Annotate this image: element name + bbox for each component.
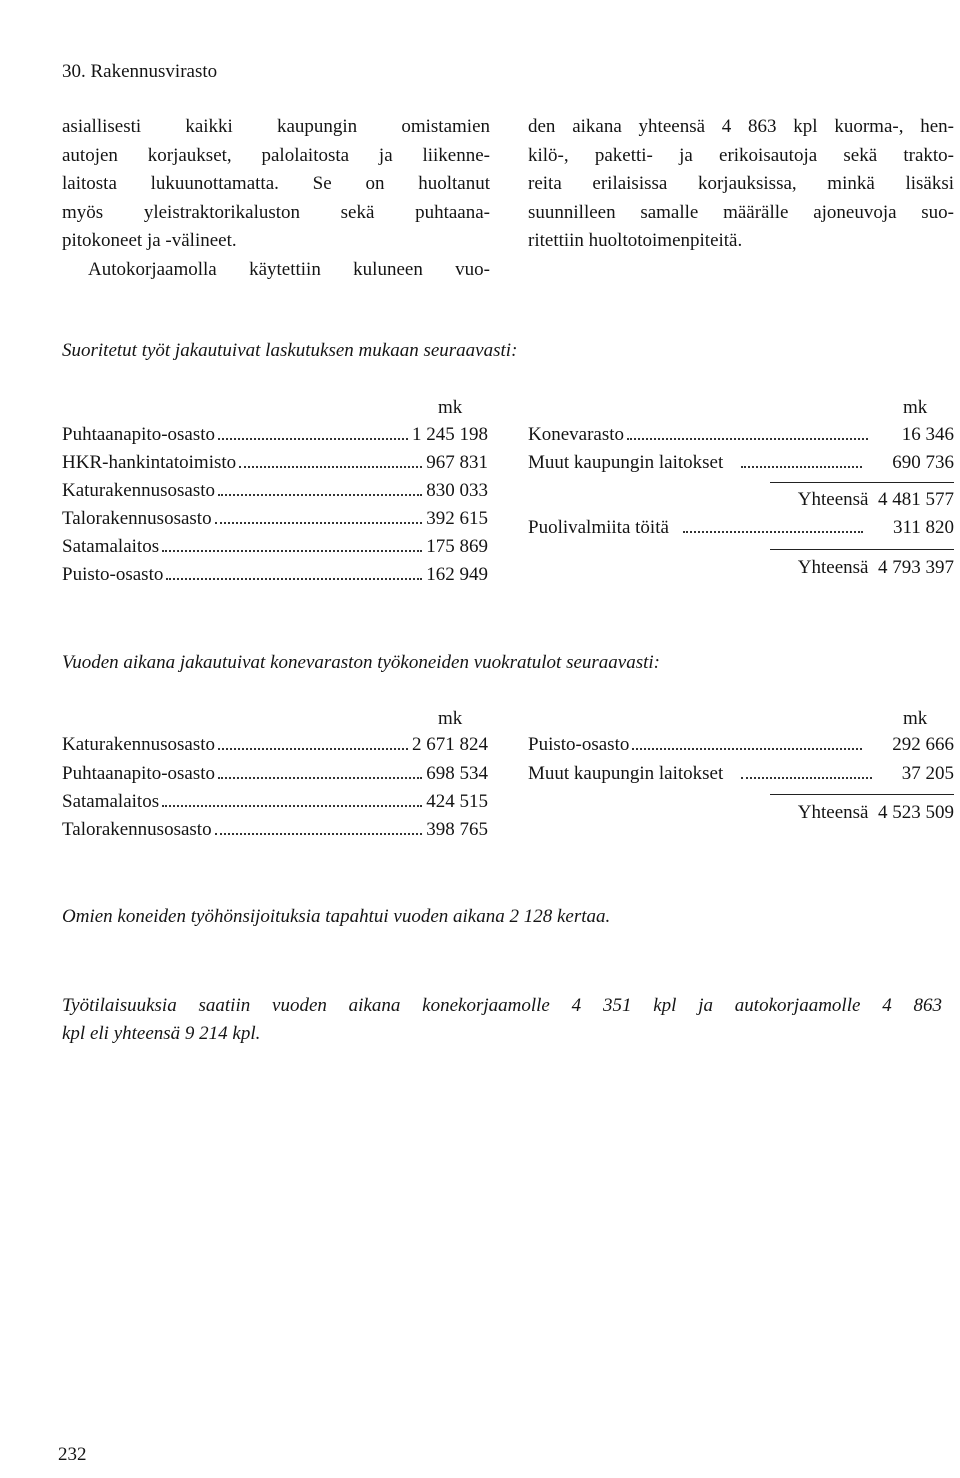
total-rule xyxy=(770,794,954,795)
intro-left-line: autojen korjaukset, palolaitosta ja liikenne- xyxy=(62,144,490,166)
section1-extra-row xyxy=(528,517,954,545)
row-value: 2 671 824 xyxy=(412,734,488,755)
row-value: 311 820 xyxy=(892,517,954,538)
row-value: 175 869 xyxy=(426,536,488,557)
row-label: Talorakennusosasto xyxy=(62,508,212,529)
total-value: 4 523 509 xyxy=(878,802,954,823)
section1-right-row xyxy=(528,424,954,452)
intro-right-line: den aikana yhteensä 4 863 kpl kuorma-, hen- xyxy=(528,116,954,137)
intro-right-line: ritettiin huoltotoimenpiteitä. xyxy=(528,230,743,251)
section1-left-unit: mk xyxy=(438,397,463,418)
row-value: 392 615 xyxy=(426,508,488,529)
row-value: 690 736 xyxy=(892,452,954,473)
row-label: Puhtaanapito-osasto xyxy=(62,763,216,784)
note-line: Työtilaisuuksia saatiin vuoden aikana konekorjaamolle 4 351 kpl ja autokorjaamolle 4 863 xyxy=(62,995,942,1016)
section2-left-row xyxy=(62,819,488,847)
section2-left-unit: mk xyxy=(438,708,463,729)
dot-leader xyxy=(218,777,422,779)
section1-left-row xyxy=(62,424,488,452)
row-label: Katurakennusosasto xyxy=(62,480,216,501)
row-label: Talorakennusosasto xyxy=(62,819,212,840)
section1-left-row xyxy=(62,564,488,592)
section1-left-row xyxy=(62,452,488,480)
dot-leader xyxy=(166,578,422,580)
section1-heading: Suoritetut työt jakautuivat laskutuksen mukaan seuraavasti: xyxy=(62,340,518,361)
section2-left-row xyxy=(62,734,488,762)
row-label: Puisto-osasto xyxy=(528,734,630,755)
section2-right-unit: mk xyxy=(903,708,928,729)
section1-left-row xyxy=(62,480,488,508)
row-value: 1 245 198 xyxy=(412,424,488,445)
section2-total xyxy=(798,802,954,824)
dot-leader xyxy=(218,748,408,750)
row-label: Muut kaupungin laitokset xyxy=(528,763,724,784)
row-value: 967 831 xyxy=(426,452,488,473)
row-label: Muut kaupungin laitokset xyxy=(528,452,724,473)
section-header: 30. Rakennusvirasto xyxy=(62,61,218,82)
section2-left-row xyxy=(62,791,488,819)
dot-leader xyxy=(239,466,422,468)
section2-heading: Vuoden aikana jakautuivat konevaraston työkoneiden vuokratulot seuraavasti: xyxy=(62,652,661,673)
section1-left-row xyxy=(62,508,488,536)
intro-left-column xyxy=(62,113,490,284)
row-label: Satamalaitos xyxy=(62,536,160,557)
row-label: Satamalaitos xyxy=(62,791,160,812)
dot-leader xyxy=(162,805,422,807)
row-label: Puolivalmiita töitä xyxy=(528,517,669,538)
row-value: 37 205 xyxy=(901,763,954,784)
row-label: Puhtaanapito-osasto xyxy=(62,424,216,445)
dot-leader xyxy=(683,531,863,533)
intro-right-column xyxy=(528,113,954,256)
section2-right-row xyxy=(528,763,954,791)
subtotal-label: Yhteensä xyxy=(797,489,869,510)
intro-right-line: suunnilleen samalle määrälle ajoneuvoja suo- xyxy=(528,201,954,223)
row-value: 830 033 xyxy=(426,480,488,501)
row-value: 292 666 xyxy=(892,734,954,755)
dot-leader xyxy=(627,438,868,440)
total-label: Yhteensä xyxy=(797,557,869,578)
note-machine-placements: Omien koneiden työhönsijoituksia tapahtui vuoden aikana 2 128 kertaa. xyxy=(62,906,611,927)
section2-left-row xyxy=(62,763,488,791)
row-value: 424 515 xyxy=(426,791,488,812)
subtotal-value: 4 481 577 xyxy=(878,489,954,510)
total-value: 4 793 397 xyxy=(878,557,954,578)
row-value: 698 534 xyxy=(426,763,488,784)
page-number: 232 xyxy=(58,1444,87,1465)
dot-leader xyxy=(218,438,408,440)
dot-leader xyxy=(632,748,862,750)
intro-left-line: laitosta lukuunottamatta. Se on huoltanut xyxy=(62,173,490,194)
section1-left-row xyxy=(62,536,488,564)
section1-right-unit: mk xyxy=(903,397,928,418)
row-label: Konevarasto xyxy=(528,424,625,445)
dot-leader xyxy=(215,522,423,524)
dot-leader xyxy=(741,777,871,779)
intro-left-line: pitokoneet ja -välineet. xyxy=(62,230,237,251)
dot-leader xyxy=(162,550,422,552)
section2-right-row xyxy=(528,734,954,762)
subtotal-rule xyxy=(770,482,954,483)
total-label: Yhteensä xyxy=(797,802,869,823)
row-value: 162 949 xyxy=(426,564,488,585)
intro-left-line: myös yleistraktorikaluston sekä puhtaana- xyxy=(62,201,490,223)
intro-left-line: asiallisesti kaikki kaupungin omistamien xyxy=(62,116,490,137)
intro-right-line: reita erilaisissa korjauksissa, minkä lisäksi xyxy=(528,173,954,194)
row-label: Katurakennusosasto xyxy=(62,734,216,755)
section1-right-row xyxy=(528,452,954,480)
dot-leader xyxy=(215,833,423,835)
intro-left-line: Autokorjaamolla käytettiin kuluneen vuo- xyxy=(88,258,490,280)
section1-subtotal xyxy=(798,489,954,511)
dot-leader xyxy=(218,494,422,496)
row-label: Puisto-osasto xyxy=(62,564,164,585)
section1-total xyxy=(798,557,954,579)
note-work-orders xyxy=(62,992,942,1048)
intro-right-line: kilö-, paketti- ja erikoisautoja sekä trakto- xyxy=(528,144,954,166)
dot-leader xyxy=(741,466,862,468)
row-label: HKR-hankintatoimisto xyxy=(62,452,237,473)
row-value: 16 346 xyxy=(901,424,954,445)
row-value: 398 765 xyxy=(426,819,488,840)
total-rule xyxy=(770,549,954,550)
note-line: kpl eli yhteensä 9 214 kpl. xyxy=(62,1023,261,1044)
